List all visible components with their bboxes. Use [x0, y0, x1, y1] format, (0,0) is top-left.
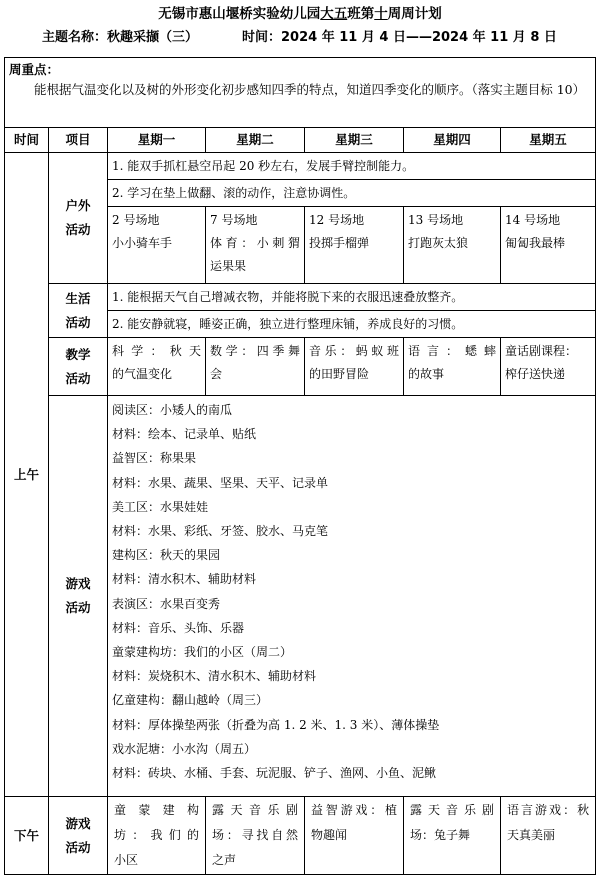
category-life-line2: 活动	[65, 314, 91, 330]
category-outdoor-line1: 户外	[65, 198, 91, 213]
afternoon-friday	[501, 797, 596, 875]
life-goal-2: 2. 能安静就寝，睡姿正确，独立进行整理床铺，养成良好的习惯。	[108, 311, 596, 338]
header-tuesday: 星期二	[206, 128, 305, 153]
teaching-monday	[108, 338, 206, 396]
teaching-wednesday	[305, 338, 404, 396]
category-life	[49, 284, 108, 338]
outdoor-friday-activity: 匍匐我最棒	[505, 236, 566, 250]
category-teaching	[49, 338, 108, 396]
outdoor-monday-activity: 小小骑车手	[112, 236, 173, 250]
list-item: 益智区：称果果	[112, 451, 197, 466]
title-class-name: 大五	[320, 6, 348, 22]
teaching-thursday-line1: 语言：蟋蟀	[408, 344, 496, 358]
weekly-plan-table	[4, 57, 596, 875]
weekly-focus-label: 周重点：	[9, 62, 60, 77]
teaching-monday-line2: 的气温变化	[112, 367, 173, 381]
category-games-line1: 游戏	[65, 576, 91, 591]
teaching-wednesday-line1: 音乐：蚂蚁班	[309, 344, 399, 358]
list-item: 材料：绘本、记录单、贴纸	[112, 427, 257, 442]
afternoon-monday	[108, 797, 206, 875]
category-afternoon-line1: 游戏	[65, 815, 91, 831]
outdoor-goal-1: 1. 能双手抓杠悬空吊起 20 秒左右，发展手臂控制能力。	[108, 153, 596, 180]
list-item: 材料：厚体操垫两张（折叠为高 1. 2 米、1. 3 米）、薄体操垫	[112, 717, 440, 732]
outdoor-monday	[108, 207, 206, 284]
outdoor-friday	[501, 207, 596, 284]
list-item: 材料：清水积木、辅助材料	[112, 572, 257, 587]
outdoor-tuesday-site: 7 号场地	[210, 213, 258, 227]
outdoor-tuesday-activity: 体育：小刺猬	[210, 236, 300, 250]
teaching-friday	[501, 338, 596, 396]
list-item: 阅读区：小矮人的南瓜	[112, 403, 233, 417]
category-games-line2: 活动	[65, 600, 91, 615]
list-item: 材料：砖块、水桶、手套、玩泥服、铲子、渔网、小鱼、泥鳅	[112, 766, 437, 781]
afternoon-wednesday-line2: 物趣闻	[311, 828, 348, 842]
afternoon-friday-line1: 语言游戏：秋	[507, 803, 590, 817]
weekly-focus-text: 能根据气温变化以及树的外形变化初步感知四季的特点，知道四季变化的顺序。（落实主题目标 10）	[34, 82, 586, 97]
category-teaching-line1: 教学	[65, 346, 91, 362]
afternoon-tuesday-line3: 之声	[212, 853, 237, 867]
outdoor-thursday-site: 13 号场地	[408, 213, 464, 227]
list-item: 材料：水果、蔬果、坚果、天平、记录单	[112, 475, 329, 490]
outdoor-friday-site: 14 号场地	[505, 213, 561, 227]
list-item: 戏水泥塘：小水沟（周五）	[112, 741, 257, 756]
category-teaching-line2: 活动	[65, 370, 91, 386]
list-item: 亿童建构：翻山越岭（周三）	[112, 693, 269, 708]
afternoon-tuesday	[206, 797, 305, 875]
afternoon-friday-line2: 天真美丽	[507, 828, 556, 842]
outdoor-tuesday	[206, 207, 305, 284]
afternoon-thursday-line2: 场：兔子舞	[410, 828, 471, 842]
header-thursday: 星期四	[404, 128, 501, 153]
weekly-focus	[5, 58, 596, 128]
teaching-friday-line2: 榨仔送快递	[505, 367, 566, 381]
teaching-tuesday-line2: 会	[210, 367, 223, 381]
teaching-wednesday-line2: 的田野冒险	[309, 367, 370, 381]
teaching-thursday	[404, 338, 501, 396]
category-games	[49, 396, 108, 797]
list-item: 童蒙建构坊：我们的小区（周二）	[112, 645, 293, 660]
header-item: 项目	[49, 128, 108, 153]
outdoor-thursday	[404, 207, 501, 284]
date-range: 时间：2024 年 11 月 4 日——2024 年 11 月 8 日	[242, 30, 557, 45]
teaching-friday-line1: 童话剧课程：	[505, 344, 578, 358]
afternoon-thursday-line1: 露天音乐剧	[410, 803, 494, 817]
category-afternoon-line2: 活动	[65, 839, 91, 855]
outdoor-monday-site: 2 号场地	[112, 213, 160, 227]
teaching-tuesday	[206, 338, 305, 396]
theme-name: 主题名称：秋趣采撷（三）	[42, 30, 199, 45]
category-life-line1: 生活	[65, 290, 91, 306]
outdoor-wednesday	[305, 207, 404, 284]
title-week-number: 十	[374, 6, 388, 22]
teaching-tuesday-line1: 数学：四季舞	[210, 344, 300, 358]
category-outdoor	[49, 153, 108, 284]
outdoor-tuesday-activity-cont: 运果果	[210, 259, 247, 273]
outdoor-wednesday-activity: 投掷手榴弹	[309, 236, 370, 250]
list-item: 建构区：秋天的果园	[112, 548, 221, 563]
list-item: 美工区：水果娃娃	[112, 499, 209, 514]
period-afternoon: 下午	[5, 797, 49, 875]
afternoon-thursday	[404, 797, 501, 875]
header-wednesday: 星期三	[305, 128, 404, 153]
afternoon-monday-line2: 坊：我们的	[114, 828, 199, 842]
afternoon-monday-line3: 小区	[114, 853, 139, 867]
category-outdoor-line2: 活动	[65, 222, 91, 237]
title-suffix: 周周计划	[387, 6, 442, 22]
list-item: 材料：炭烧积木、清水积木、辅助材料	[112, 669, 317, 684]
category-afternoon-games	[49, 797, 108, 875]
afternoon-wednesday-line1: 益智游戏：植	[311, 803, 397, 817]
period-morning: 上午	[5, 153, 49, 797]
afternoon-tuesday-line2: 场：寻找自然	[212, 828, 298, 842]
document-title	[0, 4, 600, 24]
teaching-monday-line1: 科学：秋天	[112, 344, 201, 358]
header-time: 时间	[5, 128, 49, 153]
list-item: 表演区：水果百变秀	[112, 596, 221, 611]
outdoor-thursday-activity: 打跑灰太狼	[408, 236, 469, 250]
afternoon-tuesday-line1: 露天音乐剧	[212, 803, 298, 817]
afternoon-monday-line1: 童 蒙 建 构	[114, 803, 199, 817]
outdoor-wednesday-site: 12 号场地	[309, 213, 365, 227]
life-goal-1: 1. 能根据天气自己增减衣物，并能将脱下来的衣服迅速叠放整齐。	[108, 284, 596, 311]
title-prefix: 无锡市惠山堰桥实验幼儿园	[158, 6, 321, 22]
outdoor-goal-2: 2. 学习在垫上做翻、滚的动作，注意协调性。	[108, 180, 596, 207]
header-friday: 星期五	[501, 128, 596, 153]
game-areas-list	[108, 396, 596, 797]
title-mid: 班第	[347, 6, 375, 22]
teaching-thursday-line2: 的故事	[408, 367, 445, 381]
list-item: 材料：水果、彩纸、牙签、胶水、马克笔	[112, 524, 329, 539]
afternoon-wednesday	[305, 797, 404, 875]
header-monday: 星期一	[108, 128, 206, 153]
list-item: 材料：音乐、头饰、乐器	[112, 620, 245, 635]
